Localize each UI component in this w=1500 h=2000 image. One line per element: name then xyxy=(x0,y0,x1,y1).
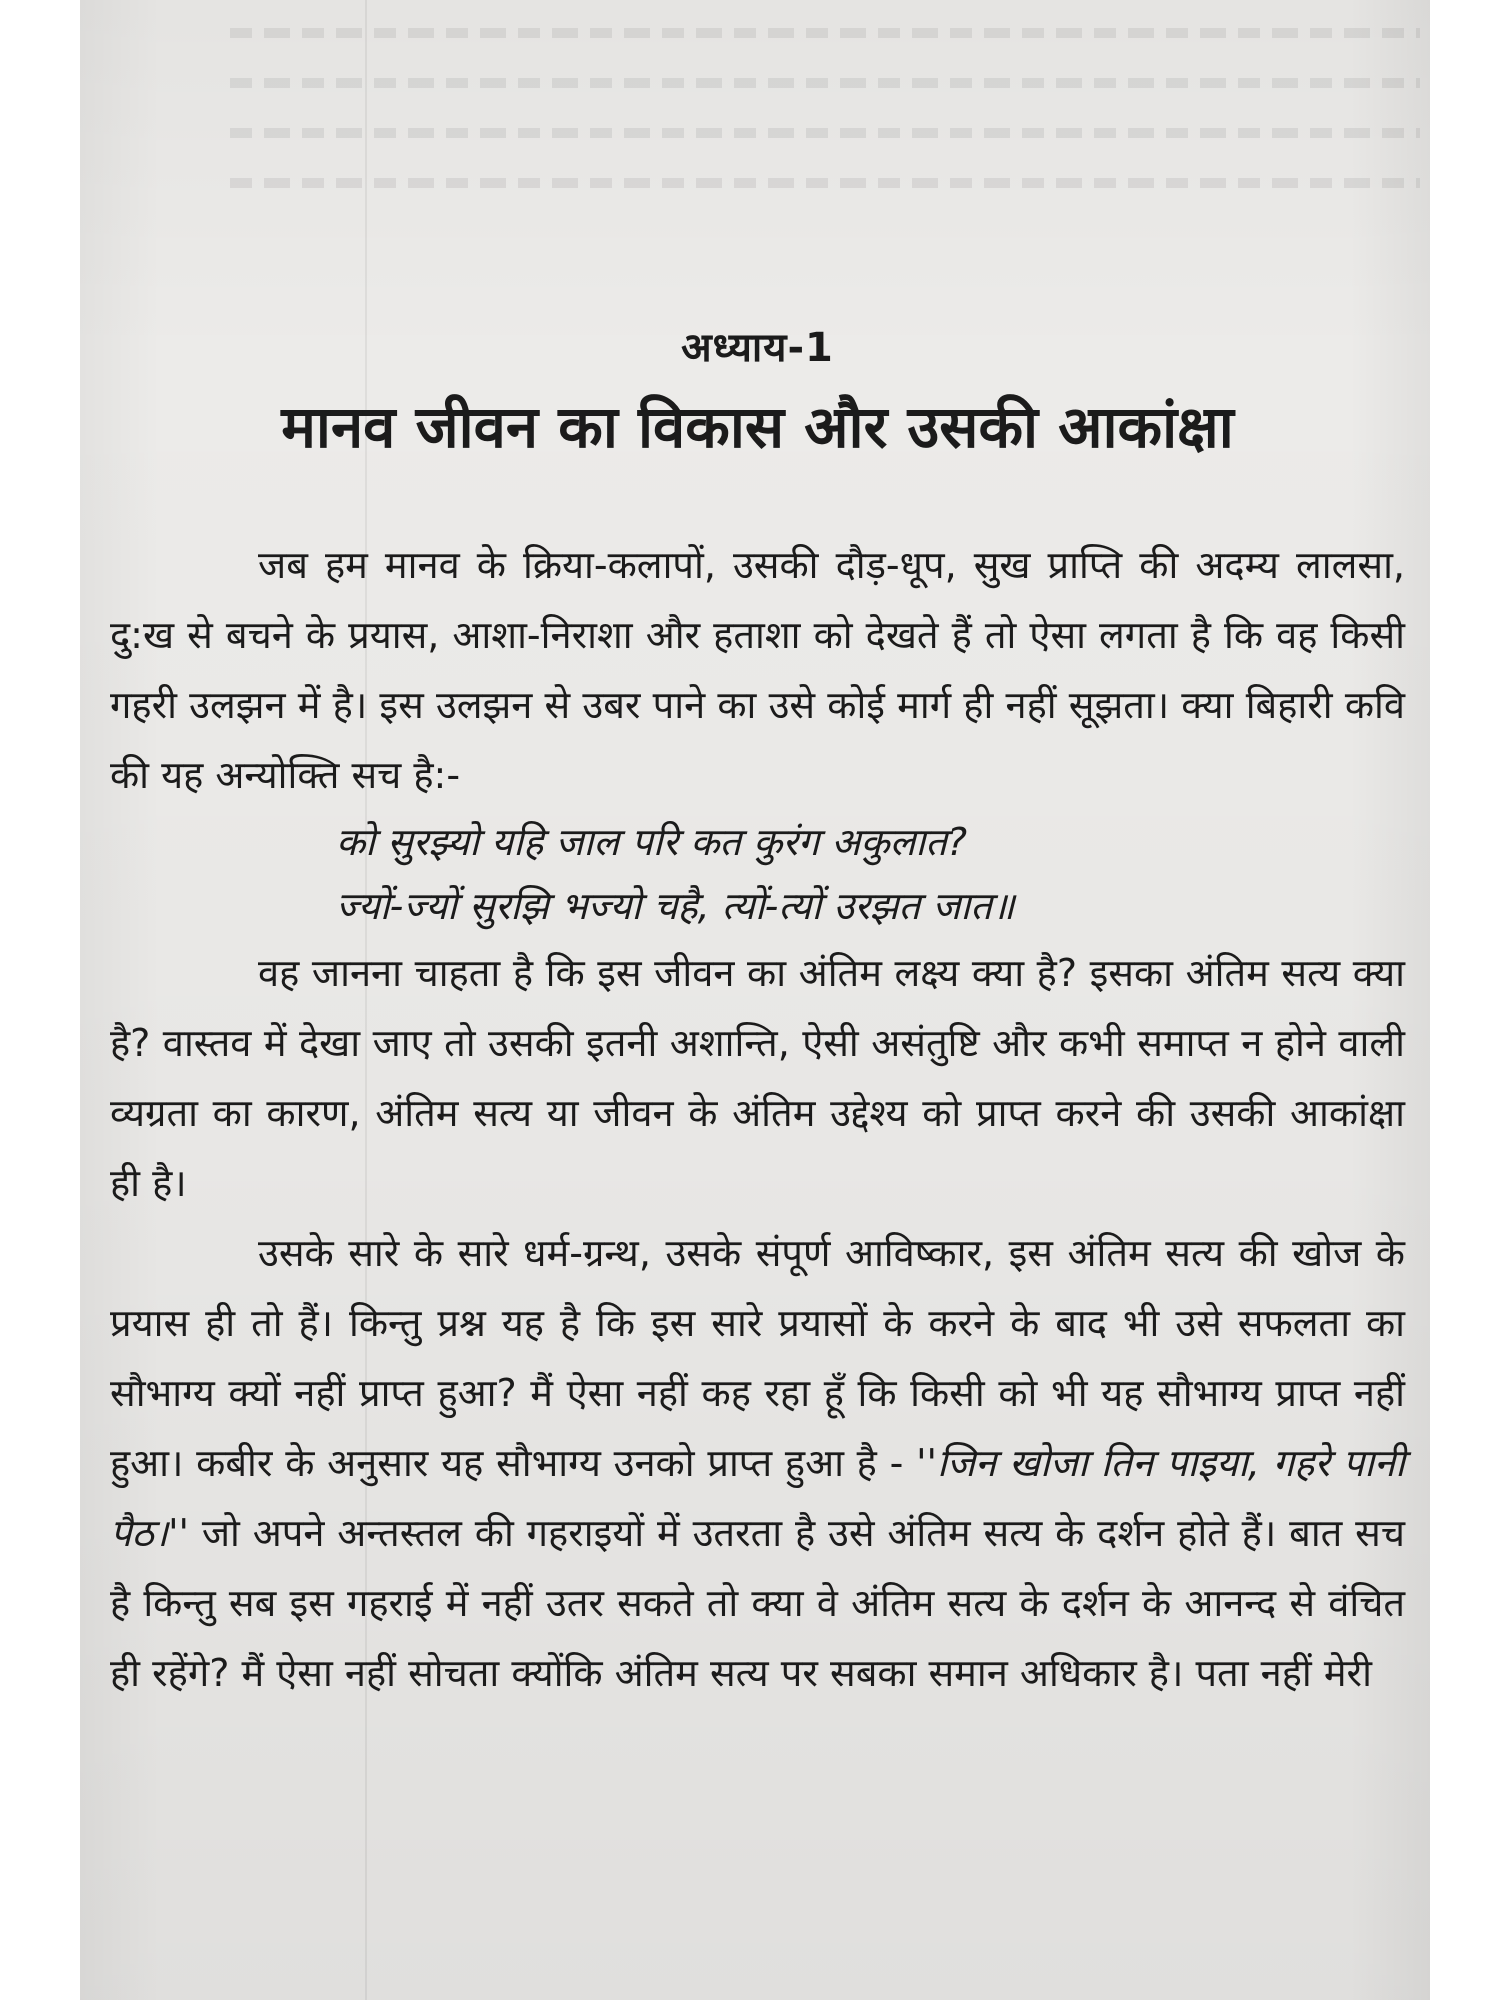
paragraph-1: जब हम मानव के क्रिया-कलापों, उसकी दौड़-धूप, सुख प्राप्ति की अदम्य लालसा, दु:ख से बचने के प्रयास, आशा-निराशा और हताशा को देखते हैं तो ऐसा लगता है कि वह किसी गहरी उलझन में है। इस उलझन से उबर पाने का उसे कोई मार्ग ही नहीं सूझता। क्या बिहारी कवि की यह अन्योक्ति सच है:- xyxy=(110,543,1405,797)
page-content xyxy=(110,318,1405,1708)
kabir-quote: ''जिन खोजा तिन पाइया, गहरे पानी पैठ।'' xyxy=(110,1441,1405,1555)
chapter-label: अध्याय-1 xyxy=(681,325,834,371)
book-page xyxy=(80,0,1430,2000)
verse-line-2: ज्यों-ज्यों सुरझि भज्यो चहै, त्यों-त्यों उरझत जात॥ xyxy=(336,884,1015,928)
paragraph-3 xyxy=(110,1218,1405,1708)
paragraph-3-text: उसके सारे के सारे धर्म-ग्रन्थ, उसके संपूर्ण आविष्कार, इस अंतिम सत्य की खोज के प्रयास ही तो हैं। किन्तु प्रश्न यह है कि इस सारे प्रयासों के करने के बाद भी उसे सफलता का सौभाग्य क्यों नहीं प्राप्त हुआ? मैं ऐसा नहीं कह रहा हूँ कि किसी को भी यह सौभाग्य प्राप्त नहीं हुआ। कबीर के अनुसार यह सौभाग्य उनको प्राप्त हुआ है - xyxy=(110,1231,1405,1485)
paragraph-2: वह जानना चाहता है कि इस जीवन का अंतिम लक्ष्य क्या है? इसका अंतिम सत्य क्या है? वास्तव में देखा जाए तो उसकी इतनी अशान्ति, ऐसी असंतुष्टि और कभी समाप्त न होने वाली व्यग्रता का कारण, अंतिम सत्य या जीवन के अंतिम उद्देश्य को प्राप्त करने की उसकी आकांक्षा ही है। xyxy=(110,951,1405,1205)
paragraph-3-continued: जो अपने अन्तस्तल की गहराइयों में उतरता है उसे अंतिम सत्य के दर्शन होते हैं। बात सच है किन्तु सब इस गहराई में नहीं उतर सकते तो क्या वे अंतिम सत्य के दर्शन के आनन्द से वंचित ही रहेंगे? मैं ऐसा नहीं सोचता क्योंकि अंतिम सत्य पर सबका समान अधिकार है। पता नहीं मेरी xyxy=(110,1511,1405,1695)
bleed-through-text xyxy=(230,0,1420,300)
chapter-title: मानव जीवन का विकास और उसकी आकांक्षा xyxy=(281,393,1234,461)
verse-line-1: को सुरझ्यो यहि जाल परि कत कुरंग अकुलात? xyxy=(336,820,968,864)
